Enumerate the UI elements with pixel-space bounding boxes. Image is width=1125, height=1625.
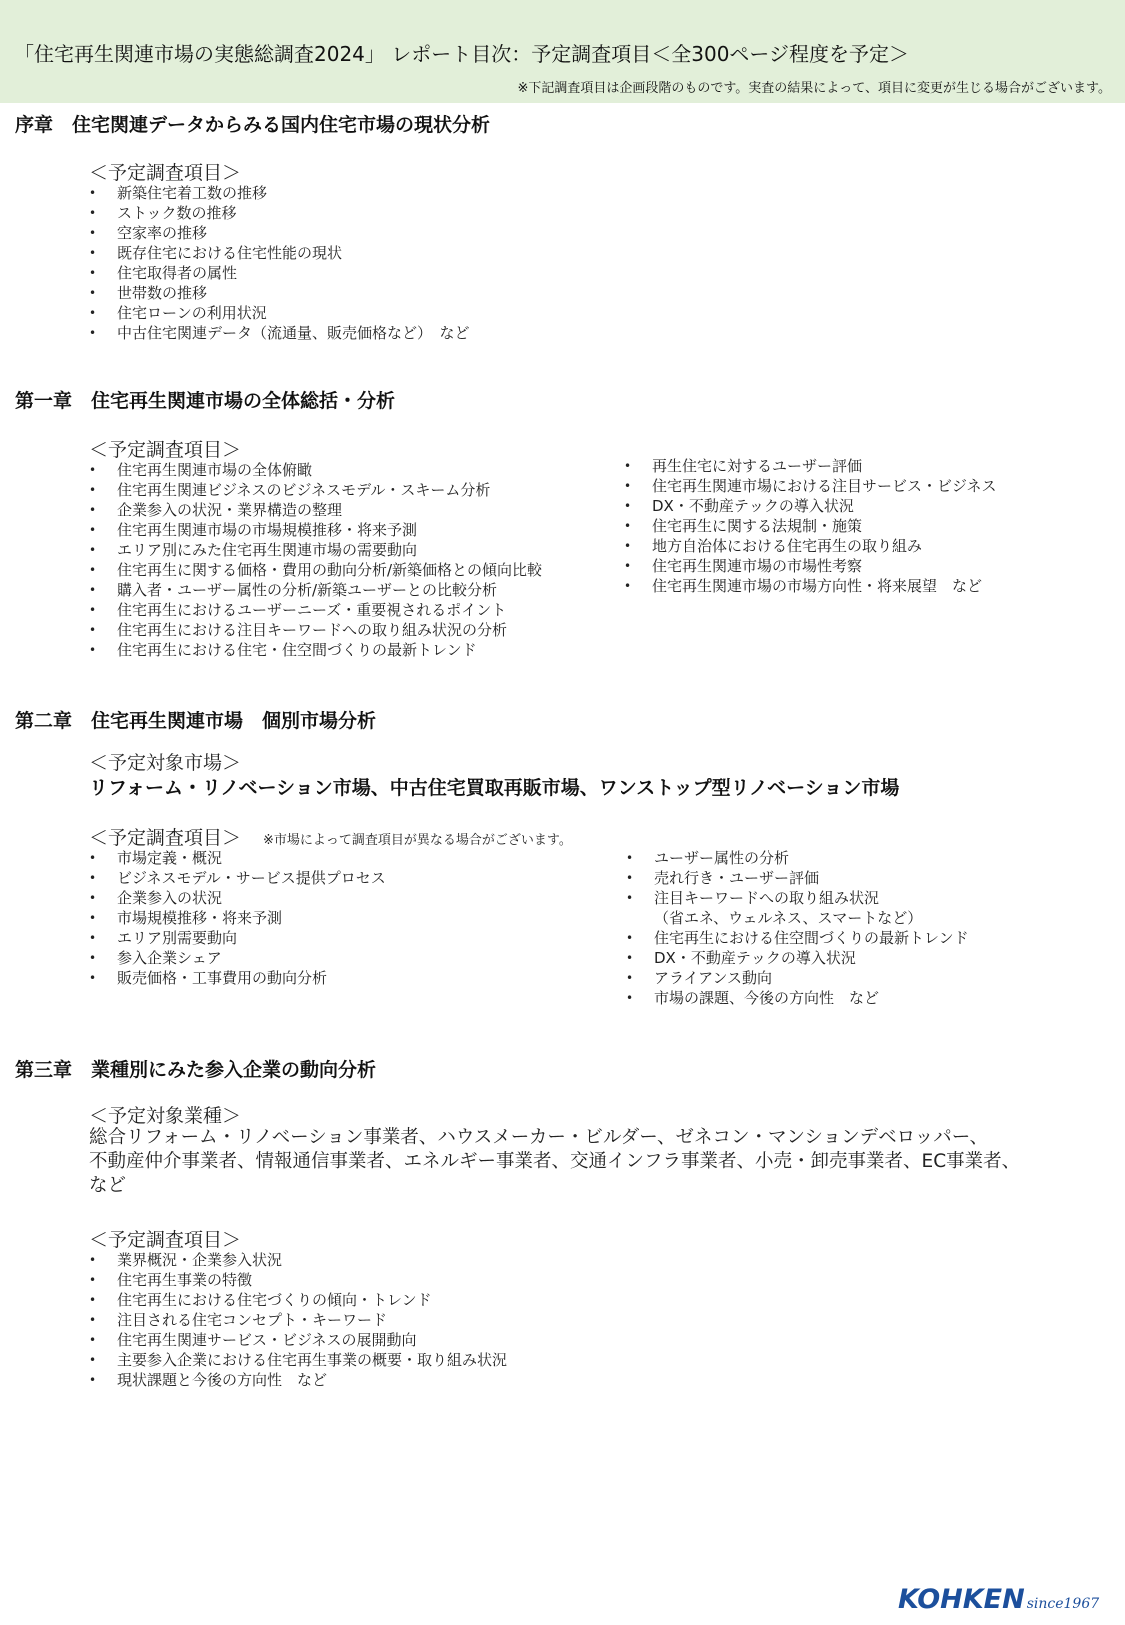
logo-since: since1967: [1026, 1596, 1100, 1612]
list-item: • 既存住宅における住宅性能の現状: [89, 243, 470, 263]
list-item: • 住宅再生関連市場の市場性考察: [624, 556, 997, 576]
list-item: • 注目される住宅コンセプト・キーワード: [89, 1310, 507, 1330]
list-item: • 市場規模推移・将来予測: [89, 908, 386, 928]
list-item: • 販売価格・工事費用の動向分析: [89, 968, 386, 988]
list-item: • 業界概況・企業参入状況: [89, 1250, 507, 1270]
ch2-subhead-note: ※市場によって調査項目が異なる場合がございます。: [263, 833, 572, 848]
list-item: • 再生住宅に対するユーザー評価: [624, 456, 997, 476]
ch3-item-list: [89, 1250, 507, 1390]
list-item: • ストック数の推移: [89, 203, 470, 223]
chapter-2-title: 第二章 住宅再生関連市場 個別市場分析: [15, 710, 377, 732]
list-item: • 住宅再生関連市場の市場方向性・将来展望 など: [624, 576, 997, 596]
list-item: • エリア別需要動向: [89, 928, 386, 948]
list-item: • 中古住宅関連データ（流通量、販売価格など） など: [89, 323, 470, 343]
list-item: • 住宅取得者の属性: [89, 263, 470, 283]
jo-subhead: ＜予定調査項目＞: [89, 162, 242, 184]
report-title: 「住宅再生関連市場の実態総調査2024」 レポート目次：予定調査項目＜全300ページ程度を予定＞: [14, 42, 910, 66]
list-item: • ユーザー属性の分析: [626, 848, 969, 868]
list-item: • 住宅再生における住宅づくりの傾向・トレンド: [89, 1290, 507, 1310]
list-item: • 現状課題と今後の方向性 など: [89, 1370, 507, 1390]
kohken-logo: [898, 1584, 1099, 1615]
ch2-left-item-list: [89, 848, 386, 988]
list-item: • 世帯数の推移: [89, 283, 470, 303]
ch1-left-item-list: [89, 460, 542, 660]
list-item: • 住宅再生関連市場における注目サービス・ビジネス: [624, 476, 997, 496]
list-item: • 新築住宅着工数の推移: [89, 183, 470, 203]
list-item: • 住宅再生における住宅・住空間づくりの最新トレンド: [89, 640, 542, 660]
list-item: • エリア別にみた住宅再生関連市場の需要動向: [89, 540, 542, 560]
list-item: • 住宅再生関連サービス・ビジネスの展開動向: [89, 1330, 507, 1350]
list-item: • 住宅再生に関する法規制・施策: [624, 516, 997, 536]
ch2-right-item-list: [626, 848, 969, 1008]
list-item: • 住宅ローンの利用状況: [89, 303, 470, 323]
ch2-target-markets: リフォーム・リノベーション市場、中古住宅買取再販市場、ワンストップ型リノベーション市場: [89, 777, 900, 799]
list-item: • 企業参入の状況: [89, 888, 386, 908]
list-item: • 住宅再生に関する価格・費用の動向分析/新築価格との傾向比較: [89, 560, 542, 580]
list-item: • 住宅再生における住空間づくりの最新トレンド: [626, 928, 969, 948]
list-item: • 空家率の推移: [89, 223, 470, 243]
ch3-subhead: ＜予定調査項目＞: [89, 1229, 242, 1251]
list-item: • 主要参入企業における住宅再生事業の概要・取り組み状況: [89, 1350, 507, 1370]
list-item: • 住宅再生関連市場の全体俯瞰: [89, 460, 542, 480]
logo-wordmark: KOHKEN: [898, 1584, 1025, 1615]
header-note: ※下記調査項目は企画段階のものです。実査の結果によって、項目に変更が生じる場合がございます。: [517, 81, 1111, 96]
list-item: • 住宅再生におけるユーザーニーズ・重要視されるポイント: [89, 600, 542, 620]
list-item: • アライアンス動向: [626, 968, 969, 988]
list-item: • 参入企業シェア: [89, 948, 386, 968]
list-item: • ビジネスモデル・サービス提供プロセス: [89, 868, 386, 888]
chapter-3-title: 第三章 業種別にみた参入企業の動向分析: [15, 1059, 377, 1081]
list-item: • 購入者・ユーザー属性の分析/新築ユーザーとの比較分析: [89, 580, 542, 600]
list-item: • 地方自治体における住宅再生の取り組み: [624, 536, 997, 556]
industries-line: など: [89, 1175, 127, 1196]
industries-line: 総合リフォーム・リノベーション事業者、ハウスメーカー・ビルダー、ゼネコン・マンションデベロッパー、: [89, 1127, 989, 1148]
list-item: • 注目キーワードへの取り組み状況: [626, 888, 969, 908]
list-item: • 住宅再生関連ビジネスのビジネスモデル・スキーム分析: [89, 480, 542, 500]
ch3-target-subhead: ＜予定対象業種＞: [89, 1105, 242, 1127]
list-item: • 企業参入の状況・業界構造の整理: [89, 500, 542, 520]
list-item: • 住宅再生関連市場の市場規模推移・将来予測: [89, 520, 542, 540]
list-item-continuation: （省エネ、ウェルネス、スマートなど）: [654, 909, 923, 927]
ch1-subhead: ＜予定調査項目＞: [89, 439, 242, 461]
ch1-right-item-list: [624, 456, 997, 596]
list-item: • DX・不動産テックの導入状況: [626, 948, 969, 968]
chapter-jo-title: 序章 住宅関連データからみる国内住宅市場の現状分析: [15, 114, 491, 136]
header-banner: [0, 0, 1125, 103]
chapter-1-title: 第一章 住宅再生関連市場の全体総括・分析: [15, 390, 396, 412]
list-item: • 住宅再生における注目キーワードへの取り組み状況の分析: [89, 620, 542, 640]
list-item: • 売れ行き・ユーザー評価: [626, 868, 969, 888]
jo-item-list: [89, 183, 470, 343]
ch3-target-industries: [89, 1126, 1020, 1198]
ch2-target-subhead: ＜予定対象市場＞: [89, 752, 242, 774]
list-item: • 市場の課題、今後の方向性 など: [626, 988, 969, 1008]
list-item: • DX・不動産テックの導入状況: [624, 496, 997, 516]
ch2-subhead-label: ＜予定調査項目＞: [89, 827, 242, 849]
list-item: • 住宅再生事業の特徴: [89, 1270, 507, 1290]
industries-line: 不動産仲介事業者、情報通信事業者、エネルギー事業者、交通インフラ事業者、小売・卸売事業者、EC事業者、: [89, 1151, 1021, 1172]
ch2-subhead: [89, 823, 572, 850]
list-item: • 市場定義・概況: [89, 848, 386, 868]
